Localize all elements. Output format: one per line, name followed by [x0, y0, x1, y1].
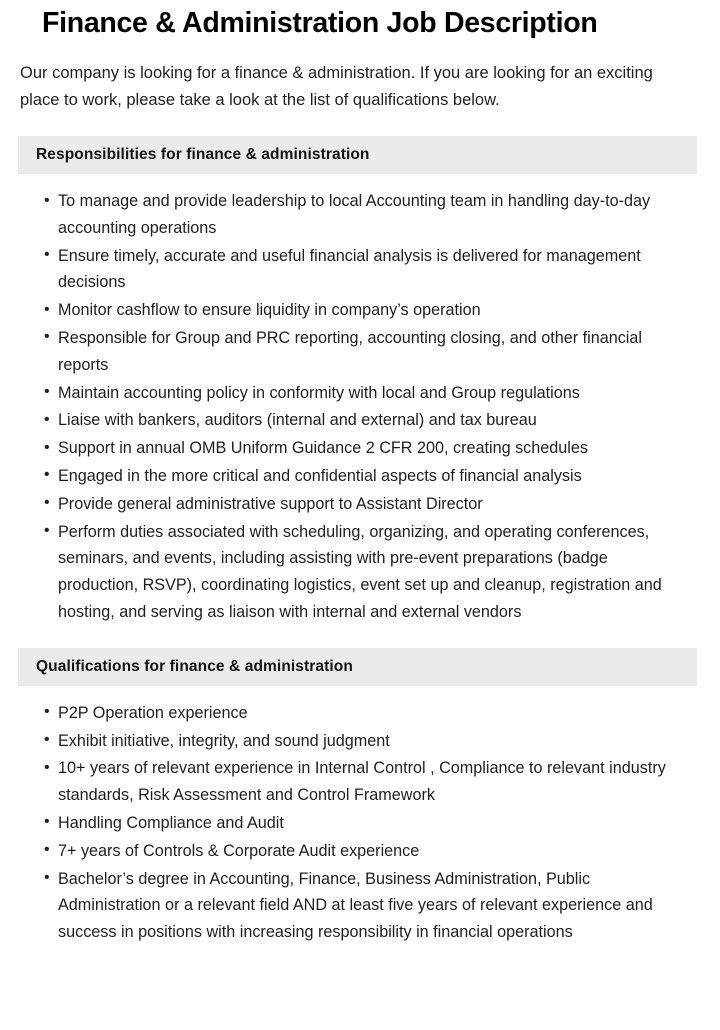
list-item: • Support in annual OMB Uniform Guidance 2 CFR 200, creating schedules: [58, 435, 690, 462]
list-item: • Maintain accounting policy in conformity with local and Group regulations: [58, 380, 690, 407]
section-header-responsibilities: [18, 136, 697, 174]
list-item: • Provide general administrative support to Assistant Director: [58, 491, 690, 518]
qualifications-list: [0, 686, 720, 946]
intro-paragraph: Our company is looking for a finance & administration. If you are looking for an exciting place to work, please take a look at the list of qualifications below.: [20, 64, 653, 109]
list-item: • Liaise with bankers, auditors (internal and external) and tax bureau: [58, 407, 690, 434]
list-item: • Exhibit initiative, integrity, and sound judgment: [58, 728, 690, 755]
section-heading-label: Responsibilities for finance & administration: [36, 146, 370, 163]
page-title: Finance & Administration Job Description: [42, 7, 598, 39]
list-item: • 7+ years of Controls & Corporate Audit experience: [58, 838, 690, 865]
responsibilities-list: [0, 174, 720, 626]
list-item: • Bachelor’s degree in Accounting, Finance, Business Administration, Public Administration or a relevant field AND at least five years of relevant experience and success in positions with increasing responsibility in financial operations: [58, 866, 690, 946]
list-item: • P2P Operation experience: [58, 700, 690, 727]
list-item: • 10+ years of relevant experience in Internal Control , Compliance to relevant industry standards, Risk Assessment and Control Framework: [58, 755, 690, 809]
list-item: • To manage and provide leadership to local Accounting team in handling day-to-day accounting operations: [58, 188, 690, 242]
section-heading-label: Qualifications for finance & administration: [36, 657, 353, 675]
list-item: • Responsible for Group and PRC reporting, accounting closing, and other financial reports: [58, 325, 690, 379]
section-header-qualifications: [18, 648, 697, 686]
list-item: • Ensure timely, accurate and useful financial analysis is delivered for management decisions: [58, 243, 690, 297]
list-item: • Monitor cashflow to ensure liquidity in company’s operation: [58, 297, 690, 324]
list-item: • Handling Compliance and Audit: [58, 810, 690, 837]
list-item: • Perform duties associated with scheduling, organizing, and operating conferences, seminars, and events, including assisting with pre-event preparations (badge production, RSVP), coordinating logistics, event set up and cleanup, registration and hosting, and serving as liaison with internal and external vendors: [58, 519, 690, 626]
list-item: • Engaged in the more critical and confidential aspects of financial analysis: [58, 463, 690, 490]
